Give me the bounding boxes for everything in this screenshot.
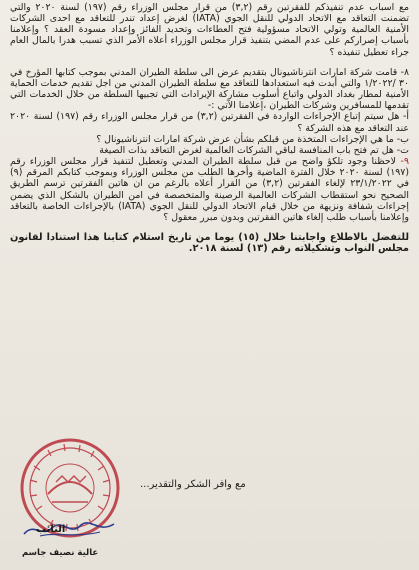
- paragraph-9: [10, 156, 409, 223]
- paragraph-8-c: [10, 145, 409, 156]
- paragraph-8-a: أ- هل سيتم إتباع الإجراءات الواردة في الفقرتين (٣,٢) من قرار مجلس الوزراء رقم (١٩٧) لسنة ٢٠٢٠ عند التعاقد مع هذه الشركة ؟: [10, 111, 410, 134]
- handwritten-signature: [20, 520, 120, 540]
- letter-body: [10, 2, 409, 255]
- signoff-line: مع وافر الشكر والتقدير...: [140, 479, 246, 490]
- paragraph-9-number: ٩-: [396, 156, 409, 168]
- paragraph-8-c-text: ت- هل تم فتح باب المنافسة لباقي الشركات العالمية لغرض التعاقد بذات الصيغة: [99, 144, 409, 156]
- paragraph-8: ٨- قامت شركة امارات انترناشيونال بتقديم عرض الى سلطة الطيران المدني بموجب كتابها المؤرخ في ٣٠ /١/٢٠٢٢ والتي أبدت فيه استعدادها للتعاقد مع سلطة الطيران المدني من اجل تقديم خدمات الحماية الأمنية لمطار بغداد الدولي واتباع أسلوب مشاركة الإيرادات التي تجبيها السلطة من خلال الخدمات التي تقدمها للمسافرين وشركات الطيران ،إعلامنا الآتي :-: [10, 66, 409, 112]
- paragraph-9-text: لاحظنا وجود تلكؤ واضح من قبل سلطة الطيران المدني وتعطيل لتنفيذ قرار مجلس الوزراء رقم (١٩٧) لسنة ٢٠٢٠ خلال الفترة الماضية وأخرها الطلب من مجلس الوزراء وبموجب كتابكم المرقم (٩) في ٢٣/١/٢٠٢٢ لإلغاء الفقرتين (٣,٢) من القرار أعلاه بالرغم من ان هاتين الفقرتين ترسم الطريق الصحيح نحو استقطاب الشركات العالمية الرصينة والمتخصصة في امن الطيران بالشكل الذي يضمن إجراءات شفافة ونزيهة من خلال قيام الاتحاد الدولي للنقل الجوي (IATA) بالإجراءات الخاصة بالتعاقد وإعلامنا بأسباب طلب إلغاء هاتين الفقرتين وبدون مبرر معقول ؟: [10, 156, 409, 223]
- signer-title: النائب: [36, 524, 66, 535]
- closing-paragraph: للتفضل بالاطلاع واجابتنا خلال (١٥) يوما من تاريخ استلام كتابنا هذا استنادا لقانون مجلس النواب وتشكيلاته رقم (١٣) لسنة ٢٠١٨.: [10, 231, 409, 255]
- paragraph-8-b: ب- ما هي الإجراءات المتخذة من قبلكم بشأن عرض شركة امارات انترناشيونال ؟: [96, 133, 409, 145]
- signer-name: عالية نصيف جاسم: [22, 548, 99, 558]
- paragraph-7-continuation: مع اسباب عدم تنفيذكم للفقرتين رقم (٣,٢) من قرار مجلس الوزراء رقم (١٩٧) لسنة ٢٠٢٠ والتي تضمنت التعاقد مع الاتحاد الدولي للنقل الجوي (IATA) لغرض إعداد تندر للتعاقد مع احدى الشركات الأمنية العالمية وتولي الاتحاد مسؤولية فتح العطاءات وتحديد الفائز وإعداد مسودة العقد ؟ وإعلامنا بأسباب إصراركم على عدم المضي بتنفيذ قرار مجلس الوزراء أعلاه الأمر الذي تسبب هدرا بالمال العام جراء تعطيل تنفيذه ؟: [10, 2, 410, 58]
